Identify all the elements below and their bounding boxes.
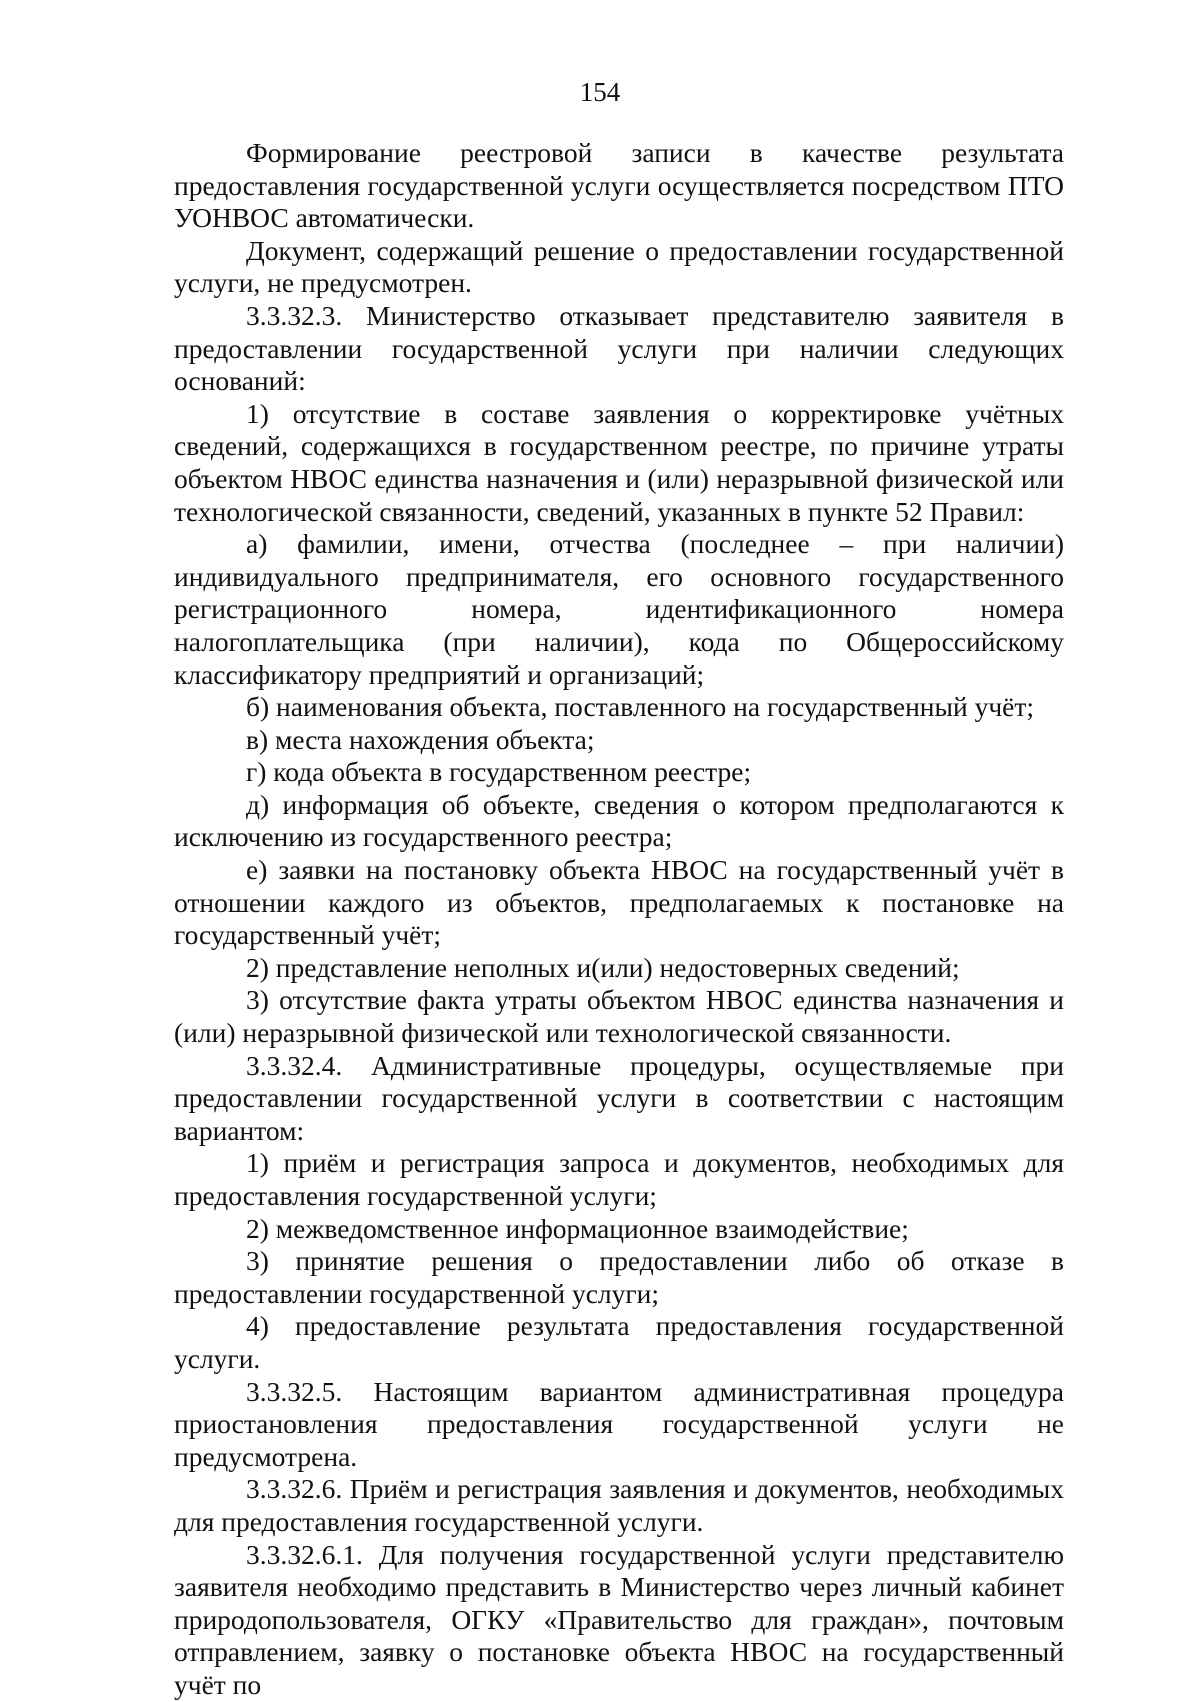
paragraph-clause-3-3-32-6-1: 3.3.32.6.1. Для получения государственной услуги представителю заявителя необходимо представить в Министерство через личный кабинет природопользователя, ОГКУ «Правительство для граждан», почтовым отправлением, заявку о постановке объекта НВОС на государственный учёт по bbox=[174, 1538, 1064, 1700]
paragraph-clause-3-3-32-4: 3.3.32.4. Административные процедуры, осуществляемые при предоставлении государственной услуги в соответствии с настоящим вариантом: bbox=[174, 1049, 1064, 1146]
paragraph-registry-record: Формирование реестровой записи в качестве результата предоставления государственной услуги осуществляется посредством ПТО УОНВОС автоматически. bbox=[174, 137, 1064, 234]
page-number: 154 bbox=[579, 77, 621, 107]
list-item-procedure-3: 3) принятие решения о предоставлении либо об отказе в предоставлении государственной услуги; bbox=[174, 1245, 1064, 1309]
list-item-refusal-1: 1) отсутствие в составе заявления о корректировке учётных сведений, содержащихся в государственном реестре, по причине утраты объектом НВОС единства назначения и (или) неразрывной физической или технологической связанности, сведений, указанных в пункте 52 Правил: bbox=[174, 397, 1064, 527]
paragraph-clause-3-3-32-3: 3.3.32.3. Министерство отказывает представителю заявителя в предоставлении государственной услуги при наличии следующих оснований: bbox=[174, 299, 1064, 397]
paragraph-clause-3-3-32-6: 3.3.32.6. Приём и регистрация заявления и документов, необходимых для предоставления государственной услуги. bbox=[174, 1473, 1064, 1537]
list-item-refusal-1-d: д) информация об объекте, сведения о котором предполагаются к исключению из государственного реестра; bbox=[174, 788, 1064, 853]
list-item-refusal-2: 2) представление неполных и(или) недостоверных сведений; bbox=[246, 951, 960, 983]
list-item-refusal-1-b: б) наименования объекта, поставленного на государственный учёт; bbox=[246, 691, 1035, 723]
list-item-procedure-1: 1) приём и регистрация запроса и документов, необходимых для предоставления государственной услуги; bbox=[174, 1147, 1064, 1211]
list-item-procedure-4: 4) предоставление результата предоставления государственной услуги. bbox=[174, 1310, 1064, 1374]
list-item-refusal-1-e: е) заявки на постановку объекта НВОС на государственный учёт в отношении каждого из объектов, предполагаемых к постановке на государственный учёт; bbox=[174, 854, 1064, 951]
list-item-refusal-1-g: г) кода объекта в государственном реестре; bbox=[246, 756, 752, 788]
list-item-procedure-2: 2) межведомственное информационное взаимодействие; bbox=[246, 1212, 909, 1244]
paragraph-clause-3-3-32-5: 3.3.32.5. Настоящим вариантом административная процедура приостановления предоставления государственной услуги не предусмотрена. bbox=[174, 1375, 1064, 1472]
document-body bbox=[174, 137, 1064, 1702]
list-item-refusal-1-v: в) места нахождения объекта; bbox=[246, 723, 595, 755]
list-item-refusal-1-a: а) фамилии, имени, отчества (последнее – при наличии) индивидуального предпринимателя, его основного государственного регистрационного номера, идентификационного номера налогоплательщика (при наличии), кода по Общероссийскому классификатору предприятий и организаций; bbox=[174, 528, 1064, 690]
paragraph-decision-document: Документ, содержащий решение о предоставлении государственной услуги, не предусмотрен. bbox=[174, 234, 1064, 299]
list-item-refusal-3: 3) отсутствие факта утраты объектом НВОС единства назначения и (или) неразрывной физической или технологической связанности. bbox=[174, 984, 1064, 1049]
